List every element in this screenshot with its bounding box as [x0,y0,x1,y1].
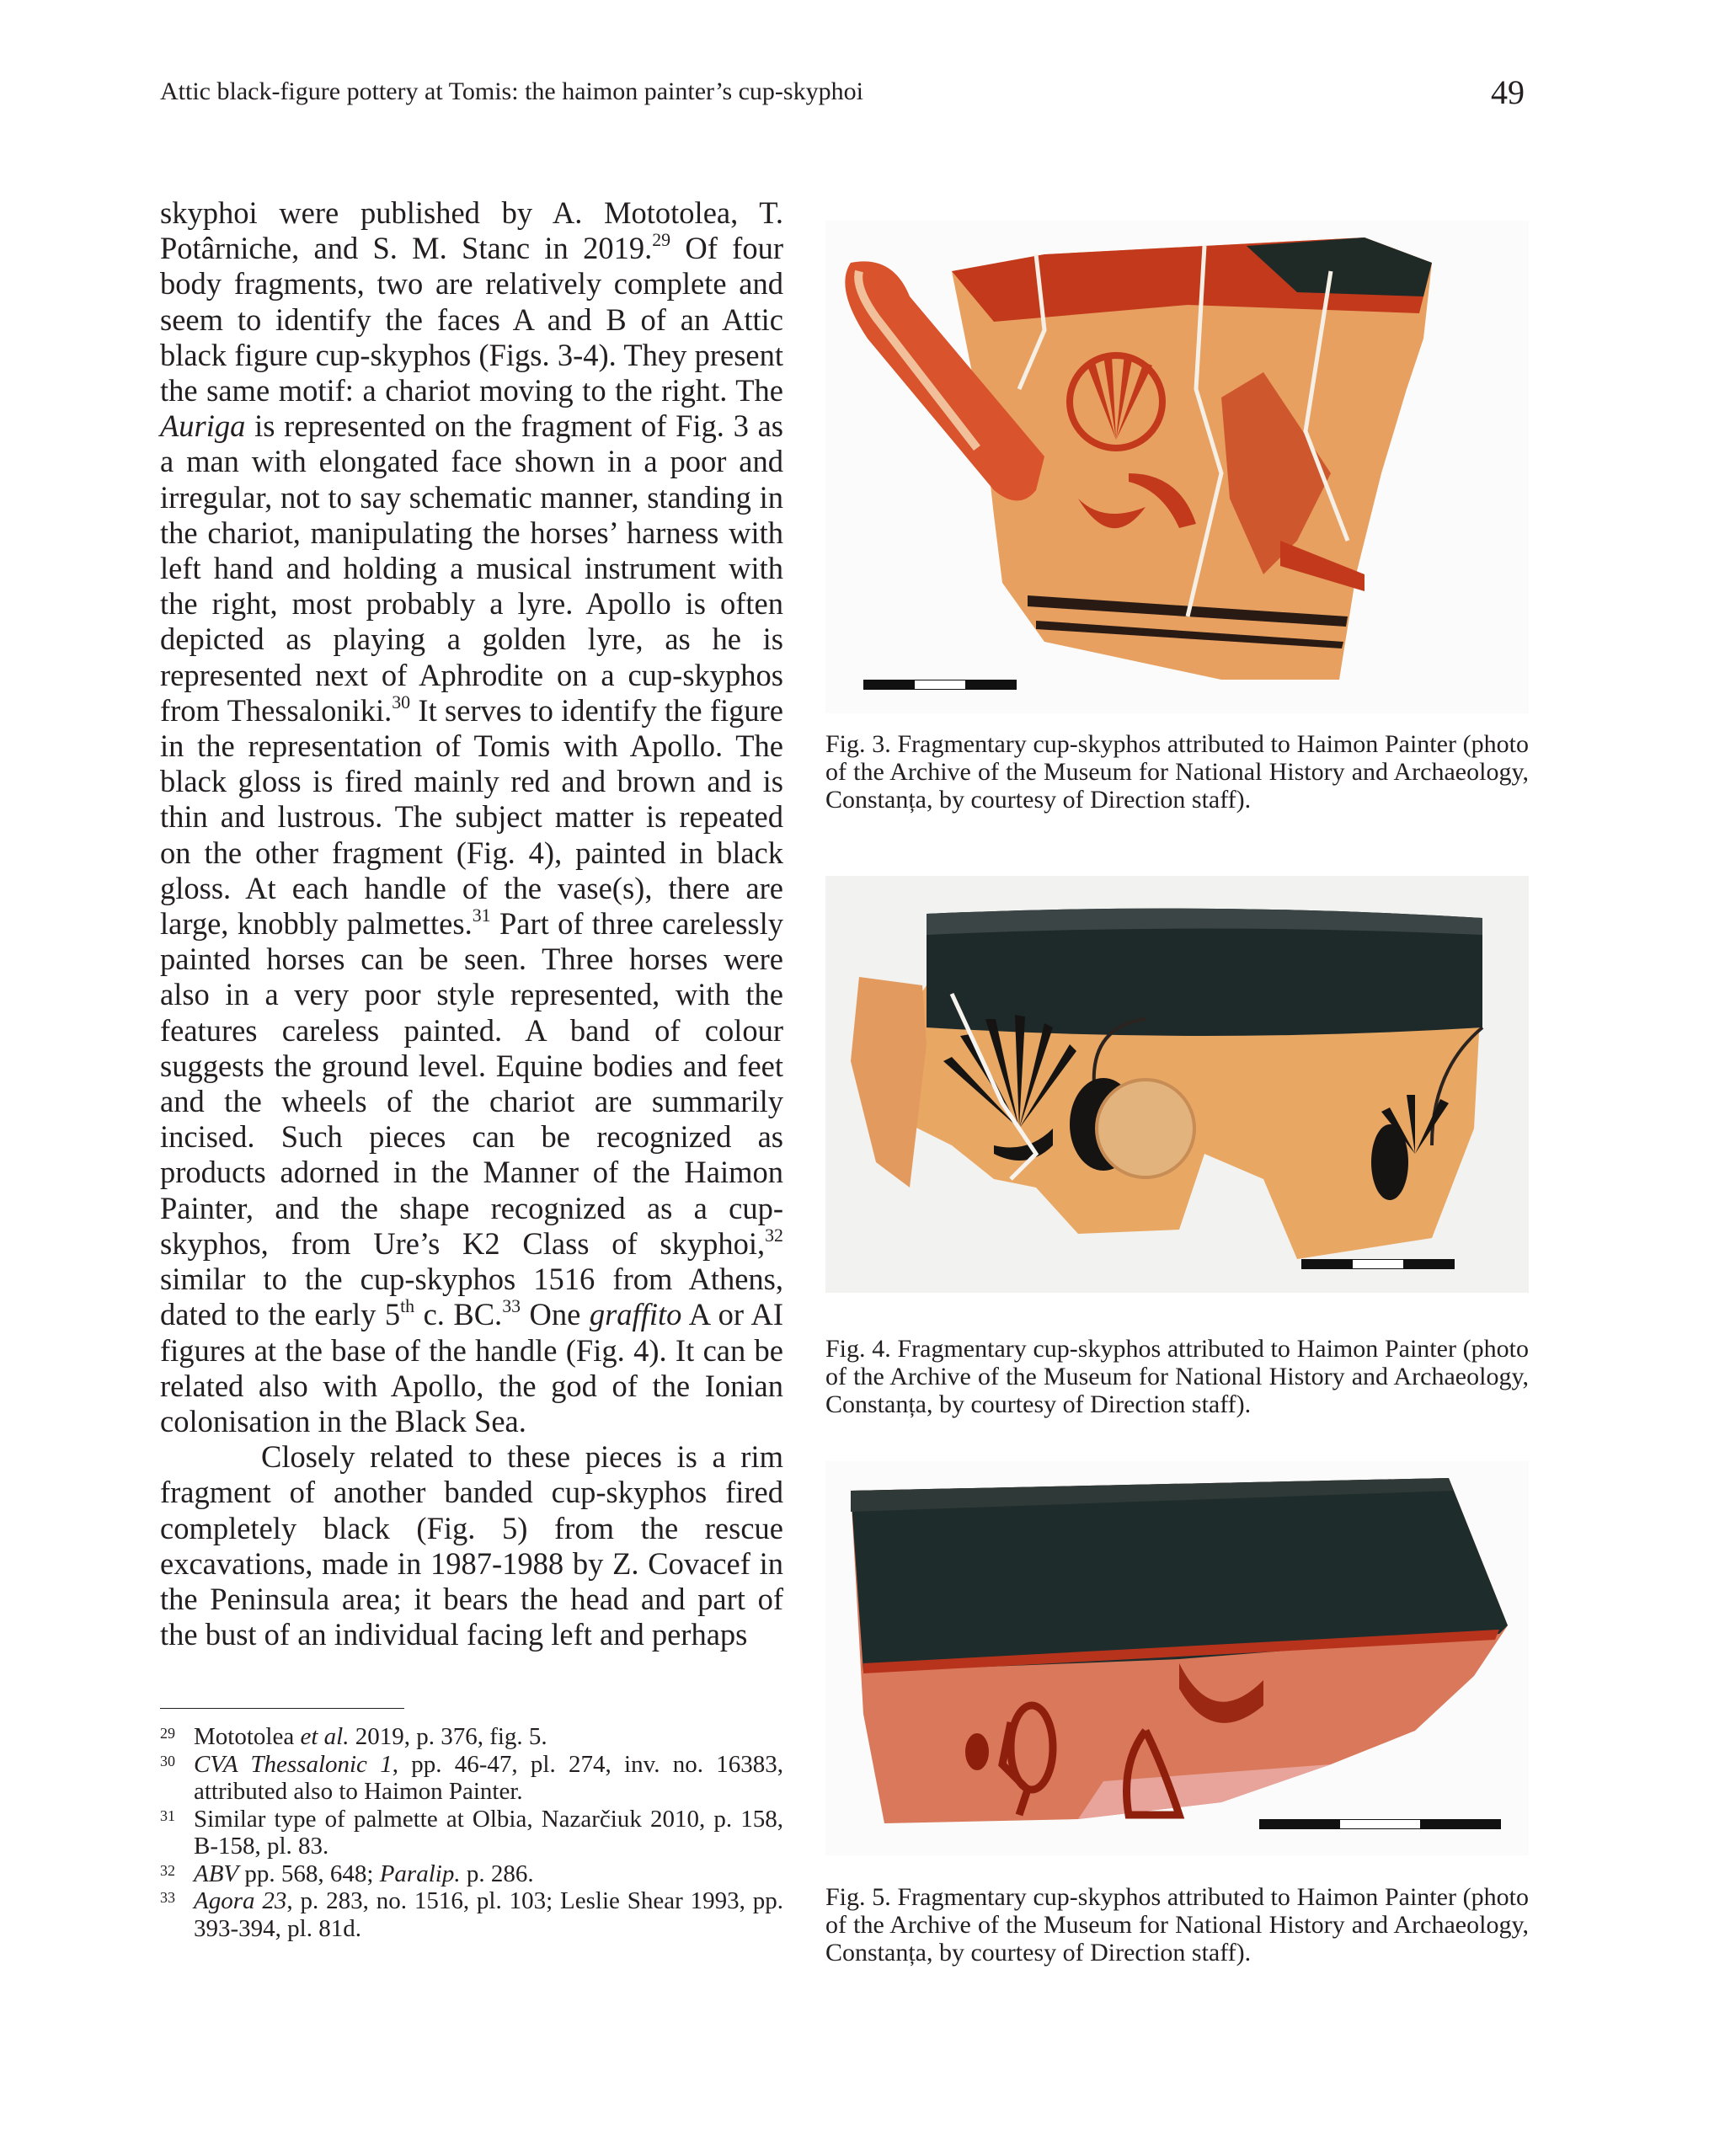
text-run: It serves to identify the figure in the representation of Tomis with Apollo. The black gloss is fired mainly red and brown and is thin and lustrous. The subject matter is repeated on the other fragment (Fig. 4), painted in black gloss. At each handle of the vase(s), there are large, knobbly palmettes. [160,692,783,942]
text-run: Of four body fragments, two are relatively complete and seem to identify the faces A and B of an Attic black figure cup-skyphos (Figs. 3-4). They present the same motif: a chariot moving to the right. The [160,231,783,408]
figure-3-photo [825,221,1529,713]
running-head [160,73,1525,111]
figure-4-caption: Fig. 4. Fragmentary cup-skyphos attributed to Haimon Painter (photo of the Archive of the Museum for National History and Archaeology, Constanța, by courtesy of Direction staff). [825,1335,1529,1418]
footnote [160,1860,783,1888]
italic-term: graffito [589,1297,682,1332]
italic-term: Agora 23 [194,1887,287,1914]
scale-bar [863,680,1017,690]
footnote [160,1751,783,1806]
text-run: Part of three carelessly painted horses can be seen. Three horses were also in a very poor style represented, with the features careless painted. A band of colour suggests the ground level. Equine bodies and feet and the wheels of the chariot are summarily incised. Such pieces can be recognized as products adorned in the Manner of the Haimon Painter, and the shape recognized as a cup-skyphos, from Ure’s K2 Class of skyphoi, [160,906,783,1261]
text-run: p. 286. [460,1860,534,1887]
sherd-fig3-image [825,221,1529,713]
figure-4-photo [825,876,1529,1293]
text-run: similar to the cup-skyphos 1516 from Athens, dated to the early 5 [160,1262,783,1332]
footnote-ref[interactable]: 31 [472,904,491,926]
footnote-rule [160,1708,404,1709]
footnote-ref[interactable]: 30 [392,691,411,712]
footnote-number: 31 [160,1806,175,1824]
running-title: Attic black-figure pottery at Tomis: the haimon painter’s cup-skyphoi [160,77,863,105]
italic-term: et al. [300,1723,350,1750]
text-run: skyphoi were published by A. Mototolea, T. Potârniche, and S. M. Stanc in 2019. [160,195,783,266]
figure-3 [825,221,1529,814]
text-run: A or AI figures at the base of the handle (Fig. 4). It can be related also with Apollo, the god of the Ionian colonisation in the Black Sea. [160,1297,783,1438]
paragraph-2: Closely related to these pieces is a rim fragment of another banded cup-skyphos fired completely black (Fig. 5) from the rescue excavations, made in 1987-1988 by Z. Covacef in the Peninsula area; it bears the head and part of the bust of an individual facing left and perhaps [160,1439,783,1652]
page-number: 49 [1491,73,1525,111]
italic-term: ABV [194,1860,239,1887]
footnote-number: 29 [160,1725,175,1742]
text-run: Mototolea [194,1723,301,1750]
figure-5-caption: Fig. 5. Fragmentary cup-skyphos attributed to Haimon Painter (photo of the Archive of the Museum for National History and Archaeology, Constanța, by courtesy of Direction staff). [825,1883,1529,1967]
text-run: 2019, p. 376, fig. 5. [349,1723,547,1750]
italic-term: Paralip. [379,1860,461,1887]
footnote [160,1887,783,1942]
footnote-number: 32 [160,1861,175,1879]
footnote-number: 30 [160,1752,175,1769]
figure-4 [825,876,1529,1418]
text-run: , p. 283, no. 1516, pl. 103; Leslie Shear 1993, pp. 393-394, pl. 81d. [194,1887,783,1942]
footnote-ref[interactable]: 33 [502,1294,521,1316]
text-run: is represented on the fragment of Fig. 3 as a man with elongated face shown in a poor and irregular, not to say schematic manner, standing in the chariot, manipulating the horses’ harness with left hand and holding a musical instrument with the right, most probably a lyre. Apollo is often depicted as playing a golden lyre, as he is represented next of Aphrodite on a cup-skyphos from Thessaloniki. [160,408,783,728]
footnote [160,1723,783,1751]
sherd-fig4-image [825,876,1529,1293]
figure-3-caption: Fig. 3. Fragmentary cup-skyphos attributed to Haimon Painter (photo of the Archive of the Museum for National History and Archaeology, Constanța, by courtesy of Direction staff). [825,730,1529,814]
footnote [160,1806,783,1860]
text-run: One [521,1297,590,1332]
scale-bar [1259,1819,1501,1829]
text-run: pp. 568, 648; [238,1860,380,1887]
footnote-ref[interactable]: 32 [765,1224,783,1246]
text-run: Similar type of palmette at Olbia, Nazarčiuk 2010, p. 158, B-158, pl. 83. [194,1805,783,1860]
ordinal-suffix: th [400,1294,415,1316]
paragraph-1 [160,195,783,1439]
body-text [160,195,783,1652]
italic-term: Auriga [160,408,246,444]
scale-bar [1301,1259,1455,1269]
text-run: , pp. 46-47, pl. 274, inv. no. 16383, attributed also to Haimon Painter. [194,1750,783,1805]
text-run: c. BC. [414,1297,503,1332]
figure-5 [825,1461,1529,1967]
sherd-fig5-image [825,1461,1529,1855]
footnote-ref[interactable]: 29 [652,228,671,250]
footnote-number: 33 [160,1889,175,1906]
italic-term: CVA Thessalonic 1 [194,1750,393,1778]
figure-5-photo [825,1461,1529,1855]
